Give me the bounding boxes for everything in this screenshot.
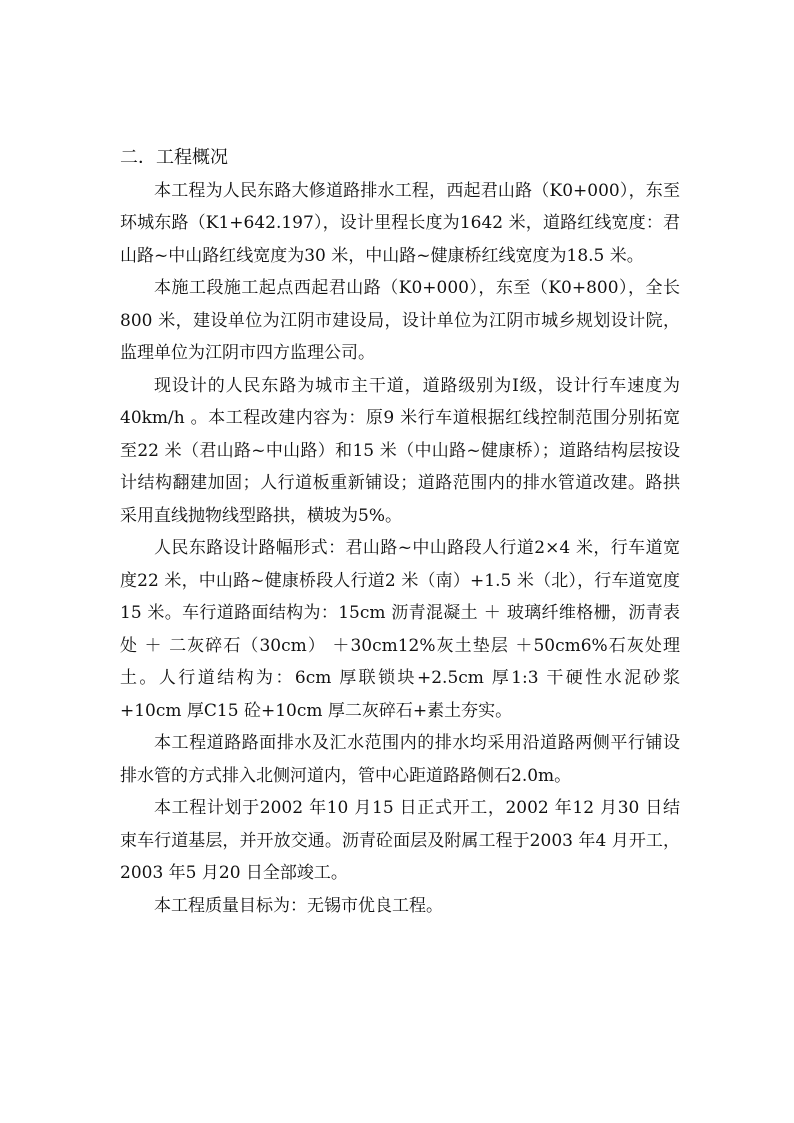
paragraph-drainage: 本工程道路路面排水及汇水范围内的排水均采用沿道路两侧平行铺设排水管的方式排入北侧河道内，管中心距道路路侧石2.0m。	[120, 733, 680, 786]
paragraph-project-overview: 本工程为人民东路大修道路排水工程，西起君山路（K0+000），东至环城东路（K1+642.197），设计里程长度为1642 米，道路红线宽度：君山路~中山路红线宽度为30 米，中山路~健康桥红线宽度为18.5 米。	[120, 180, 680, 266]
paragraph-road-cross-section: 人民东路设计路幅形式：君山路~中山路段人行道2×4 米，行车道宽度22 米，中山路~健康桥段人行道2 米（南）+1.5 米（北），行车道宽度15 米。车行道路面结构为：15cm 沥青混凝土 ＋ 玻璃纤维格栅，沥青表处 ＋ 二灰碎石（30cm） ＋30cm12%灰土垫层 ＋50cm6%石灰处理土。人行道结构为：6cm 厚联锁块+2.5cm 厚1:3 干硬性水泥砂浆 +10cm 厚C15 砼+10cm 厚二灰碎石+素土夯实。	[120, 538, 680, 721]
paragraph-quality-goal: 本工程质量目标为：无锡市优良工程。	[154, 895, 443, 916]
paragraph-construction-section: 本施工段施工起点西起君山路（K0+000），东至（K0+800），全长800 米，建设单位为江阴市建设局，设计单位为江阴市城乡规划设计院，监理单位为江阴市四方监理公司。	[120, 278, 680, 363]
paragraph-schedule: 本工程计划于2002 年10 月15 日正式开工，2002 年12 月30 日结束车行道基层，并开放交通。沥青砼面层及附属工程于2003 年4 月开工，2003 年5 月20 日全部竣工。	[120, 798, 680, 883]
paragraph-design-standards: 现设计的人民东路为城市主干道，道路级别为Ⅰ级，设计行车速度为40km/h 。本工程改建内容为：原9 米行车道根据红线控制范围分别拓宽至22 米（君山路~中山路）和15 米（中山路~健康桥）；道路结构层按设计结构翻建加固；人行道板重新铺设；道路范围内的排水管道改建。路拱采用直线抛物线型路拱，横坡为5%。	[120, 375, 680, 526]
document-body	[120, 142, 680, 922]
section-heading: 二．工程概况	[120, 147, 228, 168]
